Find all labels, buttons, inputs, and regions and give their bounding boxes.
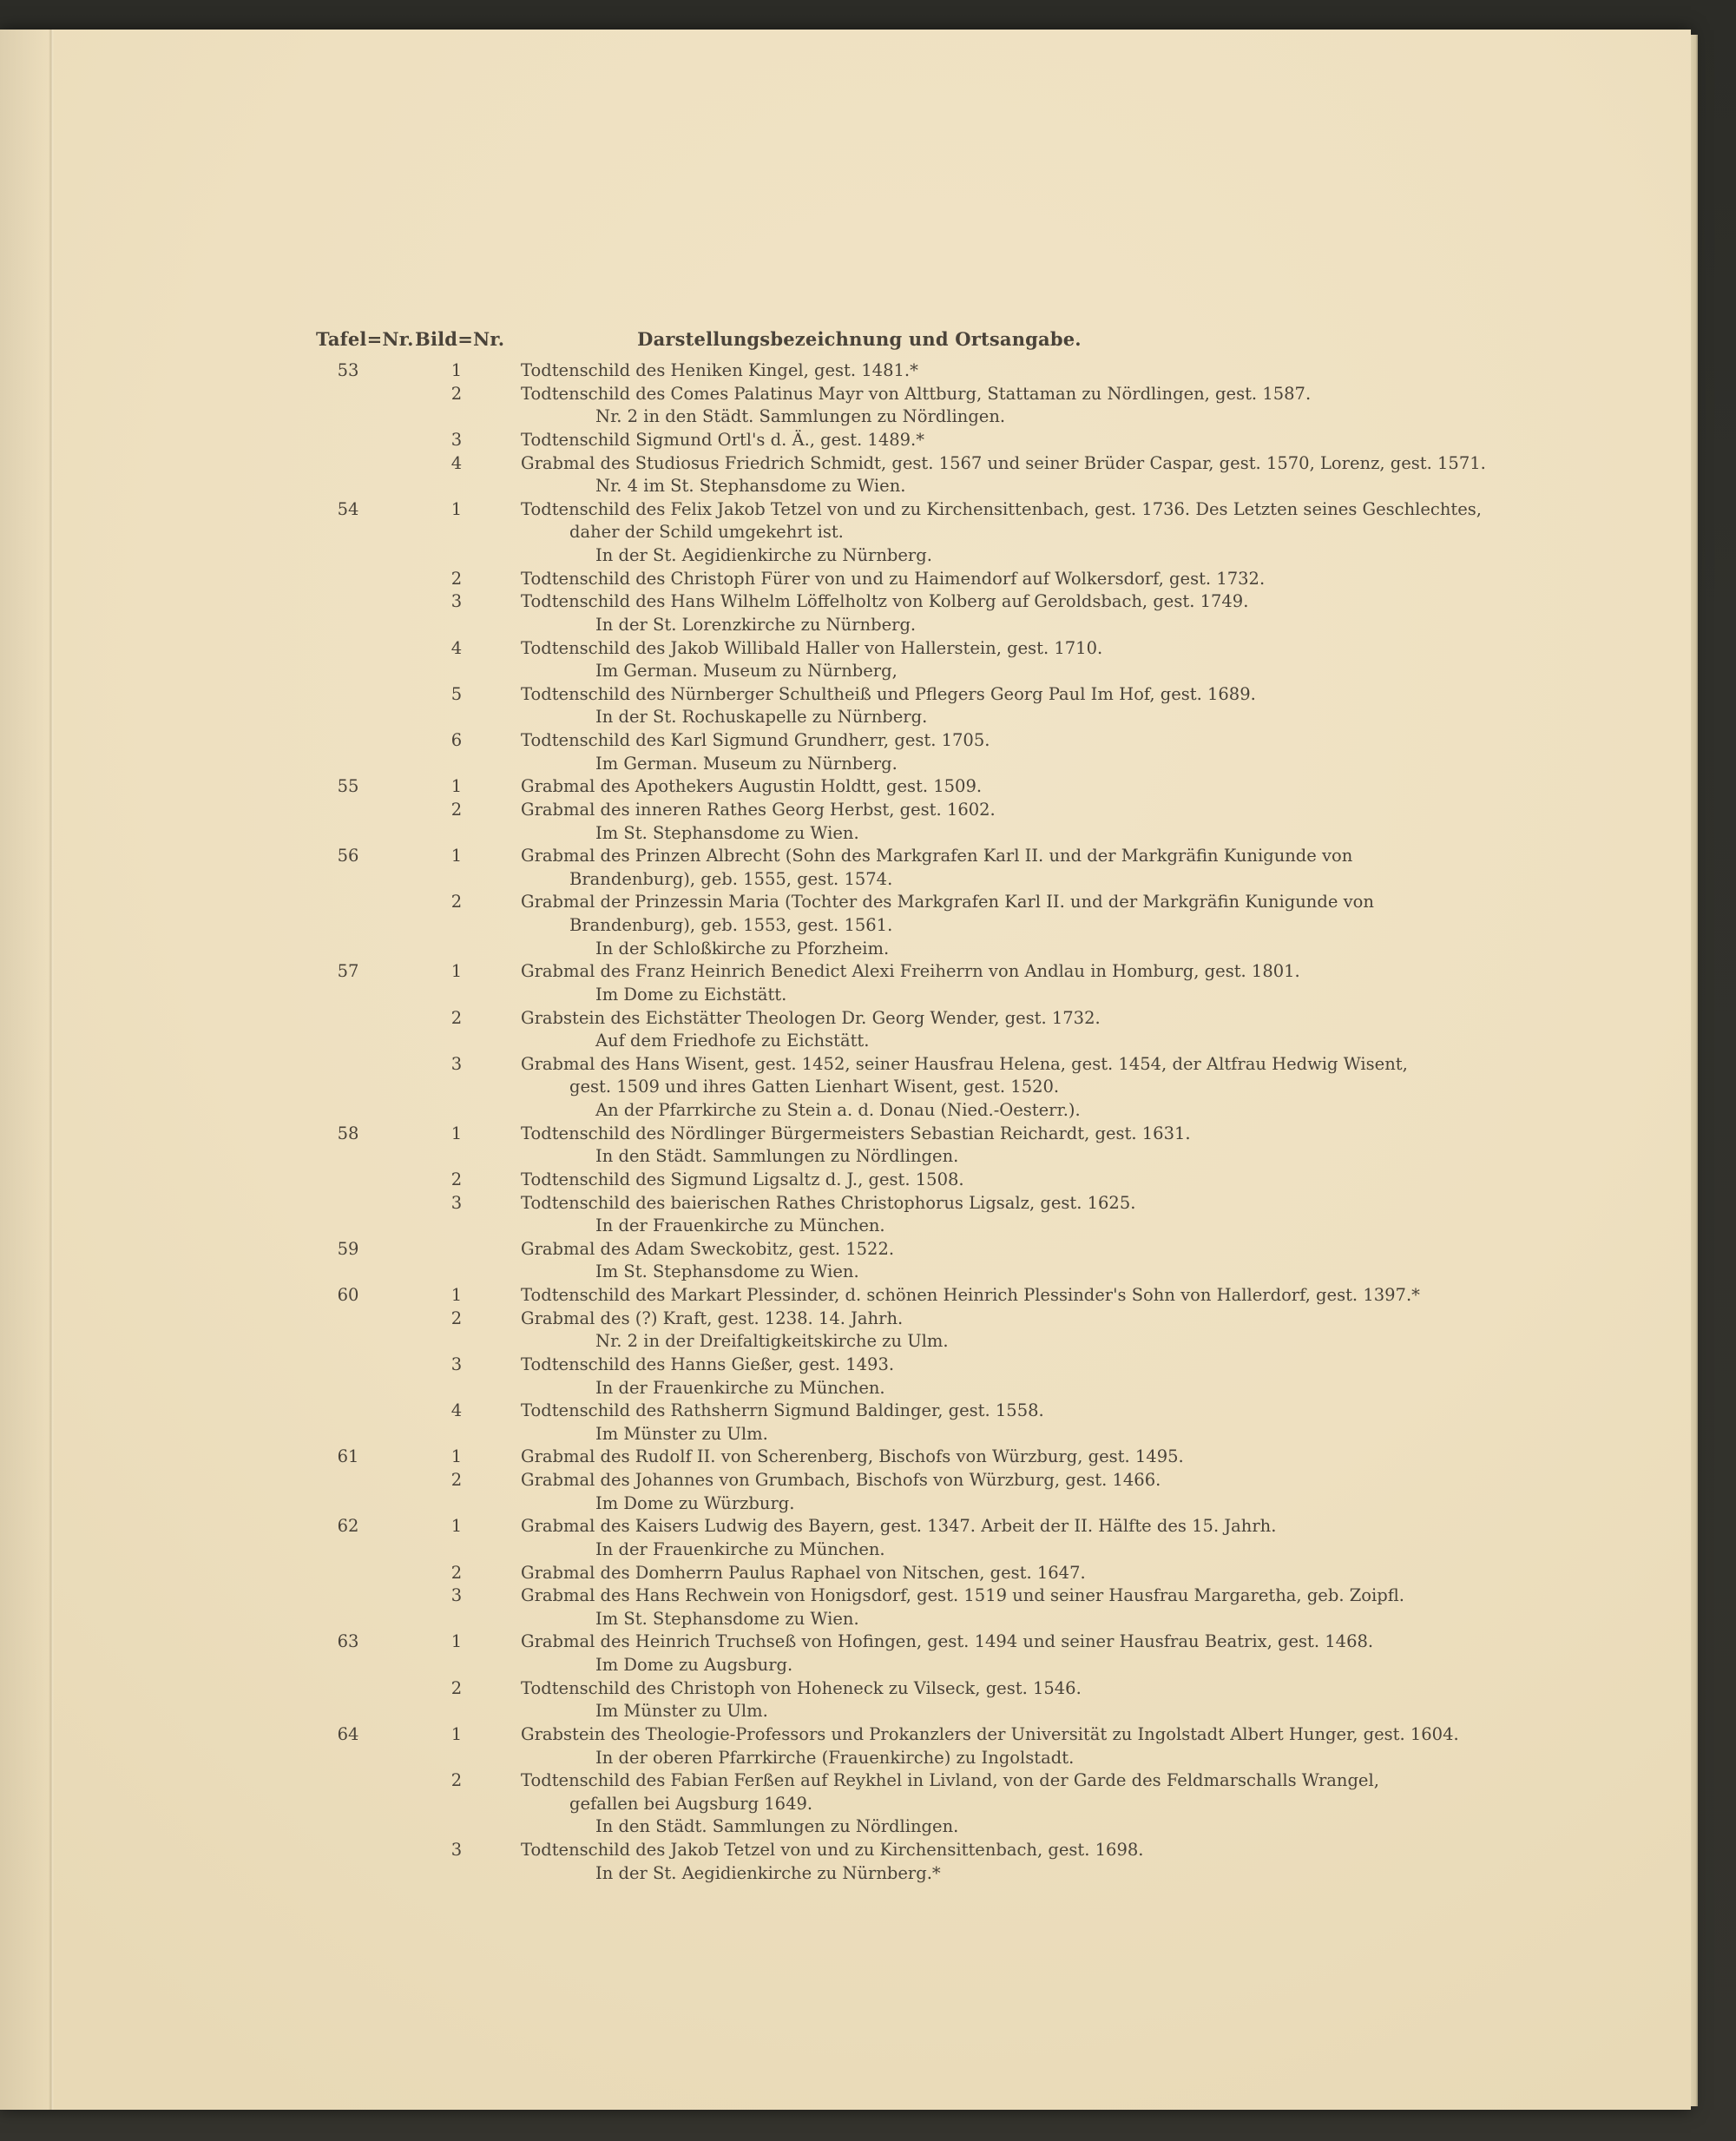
table-row <box>0 775 1691 799</box>
bild-number: 3 <box>450 591 463 612</box>
description-line: Brandenburg), geb. 1553, gest. 1561. <box>569 915 893 935</box>
table-row <box>0 799 1691 845</box>
description-line: Todtenschild des Jakob Tetzel von und zu Kirchensittenbach, gest. 1698. <box>521 1840 1144 1860</box>
table-row <box>0 683 1691 729</box>
table-row <box>0 1677 1691 1723</box>
bild-number: 2 <box>450 1007 463 1028</box>
bild-number: 3 <box>450 1840 463 1860</box>
table-row <box>0 1007 1691 1053</box>
location-line: Nr. 4 im St. Stephansdome zu Wien. <box>595 476 906 497</box>
bild-number: 2 <box>450 1169 463 1189</box>
bild-number: 3 <box>450 1192 463 1213</box>
description-line: Todtenschild des Christoph von Hoheneck zu Vilseck, gest. 1546. <box>521 1677 1082 1698</box>
tafel-number: 61 <box>337 1446 359 1467</box>
header-bild-label: Bild=Nr. <box>415 328 505 350</box>
bild-number: 4 <box>450 1400 463 1421</box>
location-line: In den Städt. Sammlungen zu Nördlingen. <box>595 1816 959 1837</box>
description-line: Grabmal des Heinrich Truchseß von Hofingen, gest. 1494 und seiner Hausfrau Beatrix, gest. 1468. <box>521 1631 1374 1652</box>
location-line: In der St. Rochuskapelle zu Nürnberg. <box>595 707 928 728</box>
table-row <box>0 1562 1691 1585</box>
location-line: Im St. Stephansdome zu Wien. <box>595 1608 859 1629</box>
tafel-number: 54 <box>337 498 359 519</box>
bild-number: 2 <box>450 1677 463 1698</box>
location-line: Nr. 2 in der Dreifaltigkeitskirche zu Ulm. <box>595 1331 949 1352</box>
description-line: Grabmal des Rudolf II. von Scherenberg, Bischofs von Würzburg, gest. 1495. <box>521 1446 1184 1467</box>
location-line: An der Pfarrkirche zu Stein a. d. Donau (Nied.-Oesterr.). <box>595 1100 1081 1120</box>
description-line: Todtenschild des Fabian Ferßen auf Reykhel in Livland, von der Garde des Feldmarschalls Wrangel, <box>521 1770 1379 1791</box>
description-line: Todtenschild des Nördlinger Bürgermeisters Sebastian Reichardt, gest. 1631. <box>521 1123 1191 1143</box>
bild-number: 1 <box>450 961 463 982</box>
bild-number: 4 <box>450 637 463 658</box>
table-row <box>0 1284 1691 1308</box>
bild-number: 1 <box>450 1723 463 1744</box>
table-header <box>0 328 1691 354</box>
description-line: Grabstein des Eichstätter Theologen Dr. Georg Wender, gest. 1732. <box>521 1007 1101 1028</box>
description-line: Todtenschild des Hans Wilhelm Löffelholtz von Kolberg auf Geroldsbach, gest. 1749. <box>521 591 1249 612</box>
bild-number: 2 <box>450 1470 463 1490</box>
description-line: Grabmal des Hans Wisent, gest. 1452, seiner Hausfrau Helena, gest. 1454, der Altfrau Hedwig Wisent, <box>521 1053 1408 1074</box>
table-row <box>0 452 1691 498</box>
description-line: gefallen bei Augsburg 1649. <box>569 1793 813 1814</box>
bild-number: 4 <box>450 452 463 473</box>
description-line: Todtenschild des Jakob Willibald Haller von Hallerstein, gest. 1710. <box>521 637 1103 658</box>
location-line: Im Dome zu Eichstätt. <box>595 984 787 1005</box>
location-line: Im Münster zu Ulm. <box>595 1701 768 1722</box>
description-line: Todtenschild des Sigmund Ligsaltz d. J., gest. 1508. <box>521 1169 964 1189</box>
bild-number: 2 <box>450 383 463 404</box>
bild-number: 3 <box>450 1585 463 1606</box>
description-line: Todtenschild des Felix Jakob Tetzel von und zu Kirchensittenbach, gest. 1736. Des Letzten seines Geschlechtes, <box>521 498 1482 519</box>
location-line: Im St. Stephansdome zu Wien. <box>595 1262 859 1282</box>
location-line: Im German. Museum zu Nürnberg. <box>595 753 898 774</box>
tafel-number: 60 <box>337 1285 359 1305</box>
location-line: In der Schloßkirche zu Pforzheim. <box>595 938 890 959</box>
table-row <box>0 1169 1691 1192</box>
description-line: Todtenschild des Hanns Gießer, gest. 1493. <box>521 1354 895 1374</box>
table-row <box>0 429 1691 452</box>
header-title: Darstellungsbezeichnung und Ortsangabe. <box>637 328 1082 350</box>
location-line: Im German. Museum zu Nürnberg, <box>595 661 898 682</box>
location-line: Im St. Stephansdome zu Wien. <box>595 822 859 843</box>
description-line: Todtenschild des Comes Palatinus Mayr von Alttburg, Stattaman zu Nördlingen, gest. 1587. <box>521 383 1312 404</box>
tafel-number: 59 <box>337 1238 359 1259</box>
location-line: In der Frauenkirche zu München. <box>595 1538 885 1559</box>
description-line: Grabmal des Hans Rechwein von Honigsdorf, gest. 1519 und seiner Hausfrau Margaretha, geb. Zoipfl. <box>521 1585 1404 1606</box>
description-line: Brandenburg), geb. 1555, gest. 1574. <box>569 868 893 889</box>
description-line: Todtenschild des Heniken Kingel, gest. 1481.* <box>521 360 918 380</box>
table-row <box>0 1123 1691 1169</box>
description-line: Todtenschild des Markart Plessinder, d. schönen Heinrich Plessinder's Sohn von Hallerdorf, gest. 1397.* <box>521 1285 1420 1305</box>
bild-number: 2 <box>450 1770 463 1791</box>
tafel-number: 58 <box>337 1123 359 1143</box>
description-line: Todtenschild des Christoph Fürer von und zu Haimendorf auf Wolkersdorf, gest. 1732. <box>521 568 1266 589</box>
description-line: Grabmal der Prinzessin Maria (Tochter des Markgrafen Karl II. und der Markgräfin Kunigunde von <box>521 892 1374 912</box>
table-row <box>0 1769 1691 1839</box>
description-line: Grabmal des Studiosus Friedrich Schmidt, gest. 1567 und seiner Brüder Caspar, gest. 1570, Lorenz, gest. 1571. <box>521 452 1486 473</box>
book-page <box>0 30 1691 2110</box>
description-line: Grabstein des Theologie-Professors und Prokanzlers der Universität zu Ingolstadt Albert Hunger, gest. 1604. <box>521 1723 1459 1744</box>
description-line: daher der Schild umgekehrt ist. <box>569 522 844 543</box>
table-row <box>0 891 1691 960</box>
tafel-number: 53 <box>337 360 359 380</box>
table-row <box>0 1354 1691 1400</box>
description-line: Grabmal des Johannes von Grumbach, Bischofs von Würzburg, gest. 1466. <box>521 1470 1161 1490</box>
description-line: Grabmal des (?) Kraft, gest. 1238. 14. Jahrh. <box>521 1308 904 1328</box>
description-line: Todtenschild des Karl Sigmund Grundherr, gest. 1705. <box>521 730 990 750</box>
description-line: Grabmal des Kaisers Ludwig des Bayern, gest. 1347. Arbeit der II. Hälfte des 15. Jahrh. <box>521 1516 1277 1537</box>
bild-number: 1 <box>450 1446 463 1467</box>
bild-number: 1 <box>450 1285 463 1305</box>
location-line: In der Frauenkirche zu München. <box>595 1377 885 1398</box>
table-row <box>0 1238 1691 1284</box>
bild-number: 3 <box>450 429 463 450</box>
description-line: Grabmal des Domherrn Paulus Raphael von Nitschen, gest. 1647. <box>521 1562 1086 1583</box>
bild-number: 1 <box>450 1631 463 1652</box>
bild-number: 1 <box>450 1123 463 1143</box>
location-line: Nr. 2 in den Städt. Sammlungen zu Nördlingen. <box>595 406 1006 427</box>
table-row <box>0 729 1691 775</box>
location-line: In der St. Lorenzkirche zu Nürnberg. <box>595 614 917 635</box>
location-line: In der St. Aegidienkirche zu Nürnberg. <box>595 545 932 565</box>
description-line: Grabmal des Prinzen Albrecht (Sohn des Markgrafen Karl II. und der Markgräfin Kunigunde von <box>521 846 1353 866</box>
bild-number: 2 <box>450 892 463 912</box>
bild-number: 3 <box>450 1354 463 1374</box>
table-row <box>0 845 1691 891</box>
description-line: Grabmal des Franz Heinrich Benedict Alexi Freiherrn von Andlau in Homburg, gest. 1801. <box>521 961 1300 982</box>
description-line: Todtenschild Sigmund Ortl's d. Ä., gest. 1489.* <box>521 429 925 450</box>
table-row <box>0 1192 1691 1238</box>
page-edge <box>1691 35 1698 2106</box>
location-line: Im Dome zu Augsburg. <box>595 1655 793 1675</box>
description-line: Grabmal des Adam Sweckobitz, gest. 1522. <box>521 1238 895 1259</box>
tafel-number: 56 <box>337 846 359 866</box>
table-row <box>0 359 1691 383</box>
location-line: In den Städt. Sammlungen zu Nördlingen. <box>595 1146 959 1167</box>
table-row <box>0 568 1691 591</box>
bild-number: 6 <box>450 730 463 750</box>
tafel-number: 63 <box>337 1631 359 1652</box>
tafel-number: 55 <box>337 776 359 797</box>
table-row <box>0 1584 1691 1630</box>
tafel-number: 62 <box>337 1516 359 1537</box>
bild-number: 2 <box>450 799 463 820</box>
table-row <box>0 498 1691 568</box>
location-line: Im Dome zu Würzburg. <box>595 1492 795 1513</box>
description-line: Grabmal des inneren Rathes Georg Herbst, gest. 1602. <box>521 799 996 820</box>
location-line: In der St. Aegidienkirche zu Nürnberg.* <box>595 1862 941 1883</box>
table-row <box>0 1515 1691 1561</box>
bild-number: 1 <box>450 360 463 380</box>
description-line: Todtenschild des Rathsherrn Sigmund Baldinger, gest. 1558. <box>521 1400 1044 1421</box>
header-tafel-label: Tafel=Nr. <box>316 328 414 350</box>
bild-number: 2 <box>450 568 463 589</box>
table-row <box>0 637 1691 683</box>
description-line: Grabmal des Apothekers Augustin Holdtt, gest. 1509. <box>521 776 983 797</box>
bild-number: 5 <box>450 683 463 704</box>
bild-number: 3 <box>450 1053 463 1074</box>
table-row <box>0 1053 1691 1123</box>
description-line: gest. 1509 und ihres Gatten Lienhart Wisent, gest. 1520. <box>569 1077 1060 1097</box>
table-row <box>0 1446 1691 1469</box>
table-row <box>0 960 1691 1006</box>
table-row <box>0 1469 1691 1515</box>
bild-number: 2 <box>450 1562 463 1583</box>
description-line: Todtenschild des baierischen Rathes Christophorus Ligsalz, gest. 1625. <box>521 1192 1136 1213</box>
table-row <box>0 1723 1691 1769</box>
bild-number: 1 <box>450 498 463 519</box>
table-row <box>0 590 1691 636</box>
description-line: Todtenschild des Nürnberger Schultheiß und Pflegers Georg Paul Im Hof, gest. 1689. <box>521 683 1256 704</box>
table-row <box>0 1630 1691 1677</box>
table-row <box>0 1839 1691 1885</box>
bild-number: 1 <box>450 846 463 866</box>
location-line: In der Frauenkirche zu München. <box>595 1215 885 1236</box>
bild-number: 1 <box>450 1516 463 1537</box>
table-row <box>0 383 1691 429</box>
location-line: Im Münster zu Ulm. <box>595 1423 768 1444</box>
table-row <box>0 1400 1691 1446</box>
plate-list <box>0 359 1691 1885</box>
tafel-number: 64 <box>337 1723 359 1744</box>
tafel-number: 57 <box>337 961 359 982</box>
table-row <box>0 1308 1691 1354</box>
location-line: Auf dem Friedhofe zu Eichstätt. <box>595 1031 870 1051</box>
bild-number: 2 <box>450 1308 463 1328</box>
location-line: In der oberen Pfarrkirche (Frauenkirche) zu Ingolstadt. <box>595 1747 1075 1768</box>
bild-number: 1 <box>450 776 463 797</box>
